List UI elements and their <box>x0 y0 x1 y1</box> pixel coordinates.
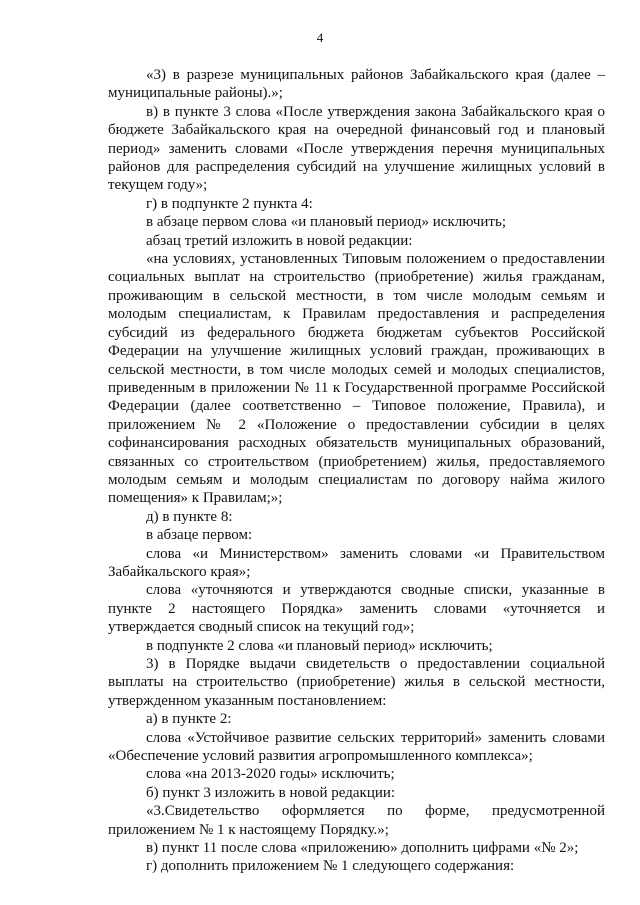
paragraph-item-g-appendix: г) дополнить приложением № 1 следующего содержания: <box>146 858 515 875</box>
paragraph-item-v-point-3: в) в пункте 3 слова «После утверждения закона Забайкальского края о бюджете Забайкальского края на очередной финансовый год и плановый период» заменить словами «После утверждения перечня муниципальных районов для распределения субсидий на улучшение жилищных условий в текущем году»; <box>108 103 605 194</box>
document-body <box>108 66 605 876</box>
page-number: 4 <box>316 30 324 45</box>
paragraph-item-b-point-3: б) пункт 3 изложить в новой редакции: <box>146 784 396 801</box>
paragraph-ministry-replace: слова «и Министерством» заменить словами «и Правительством Забайкальского края»; <box>108 545 605 580</box>
paragraph-certificate-form: «3.Свидетельство оформляется по форме, предусмотренной приложением № 1 к настоящему Порядку.»; <box>108 803 605 838</box>
paragraph-third-abzac: абзац третий изложить в новой редакции: <box>146 232 413 249</box>
paragraph-rural-development: слова «Устойчивое развитие сельских территорий» заменить словами «Обеспечение условий развития агропромышленного комплекса»; <box>108 729 605 765</box>
paragraph-years-delete: слова «на 2013-2020 годы» исключить; <box>146 766 395 783</box>
paragraph-order-certificates: 3) в Порядке выдачи свидетельств о предоставлении социальной выплаты на строительство (приобретение) жилья в сельской местности, утвержденном указанным постановлением: <box>108 656 605 709</box>
paragraph-first-abzac-2: в абзаце первом: <box>146 527 253 544</box>
paragraph-lists-replace: слова «уточняются и утверждаются сводные списки, указанные в пункте 2 настоящего Порядка» заменить словами «уточняется и утверждается сводный список на текущий год»; <box>108 582 605 636</box>
paragraph-item-g-subpoint-2: г) в подпункте 2 пункта 4: <box>146 195 313 212</box>
paragraph-item-v-point-11: в) пункт 11 после слова «приложению» дополнить цифрами «№ 2»; <box>146 840 579 857</box>
paragraph-item-d-point-8: д) в пункте 8: <box>146 508 233 525</box>
paragraph-amendment-3-districts: «3) в разрезе муниципальных районов Забайкальского края (далее – муниципальные районы).»; <box>108 67 605 102</box>
paragraph-conditions-quote: «на условиях, установленных Типовым положением о предоставлении социальных выплат на строительство (приобретение) жилья гражданам, проживающим в сельской местности, в том числе молодым семьям и молодым специалистам, к Правилам предоставления и распределения субсидий из федерального бюджета бюджетам субъектов Российской Федерации на улучшение жилищных условий граждан, проживающих в сельской местности, в том числе молодых семей и молодых специалистов, приведенным в приложении № 11 к Государственной программе Российской Федерации (далее соответственно – Типовое положение, Правила), и приложением № 2 «Положение о предоставлении субсидии в целях софинансирования расходных обязательств муниципальных образований, связанных со строительством (приобретением) жилья, предоставляемого молодым семьям и молодым специалистам по договору найма жилого помещения» к Правилам;»; <box>108 251 605 507</box>
paragraph-planned-period: в подпункте 2 слова «и плановый период» исключить; <box>146 637 493 654</box>
paragraph-item-a-point-2: а) в пункте 2: <box>146 711 232 728</box>
paragraph-first-abzac: в абзаце первом слова «и плановый период» исключить; <box>146 214 506 231</box>
